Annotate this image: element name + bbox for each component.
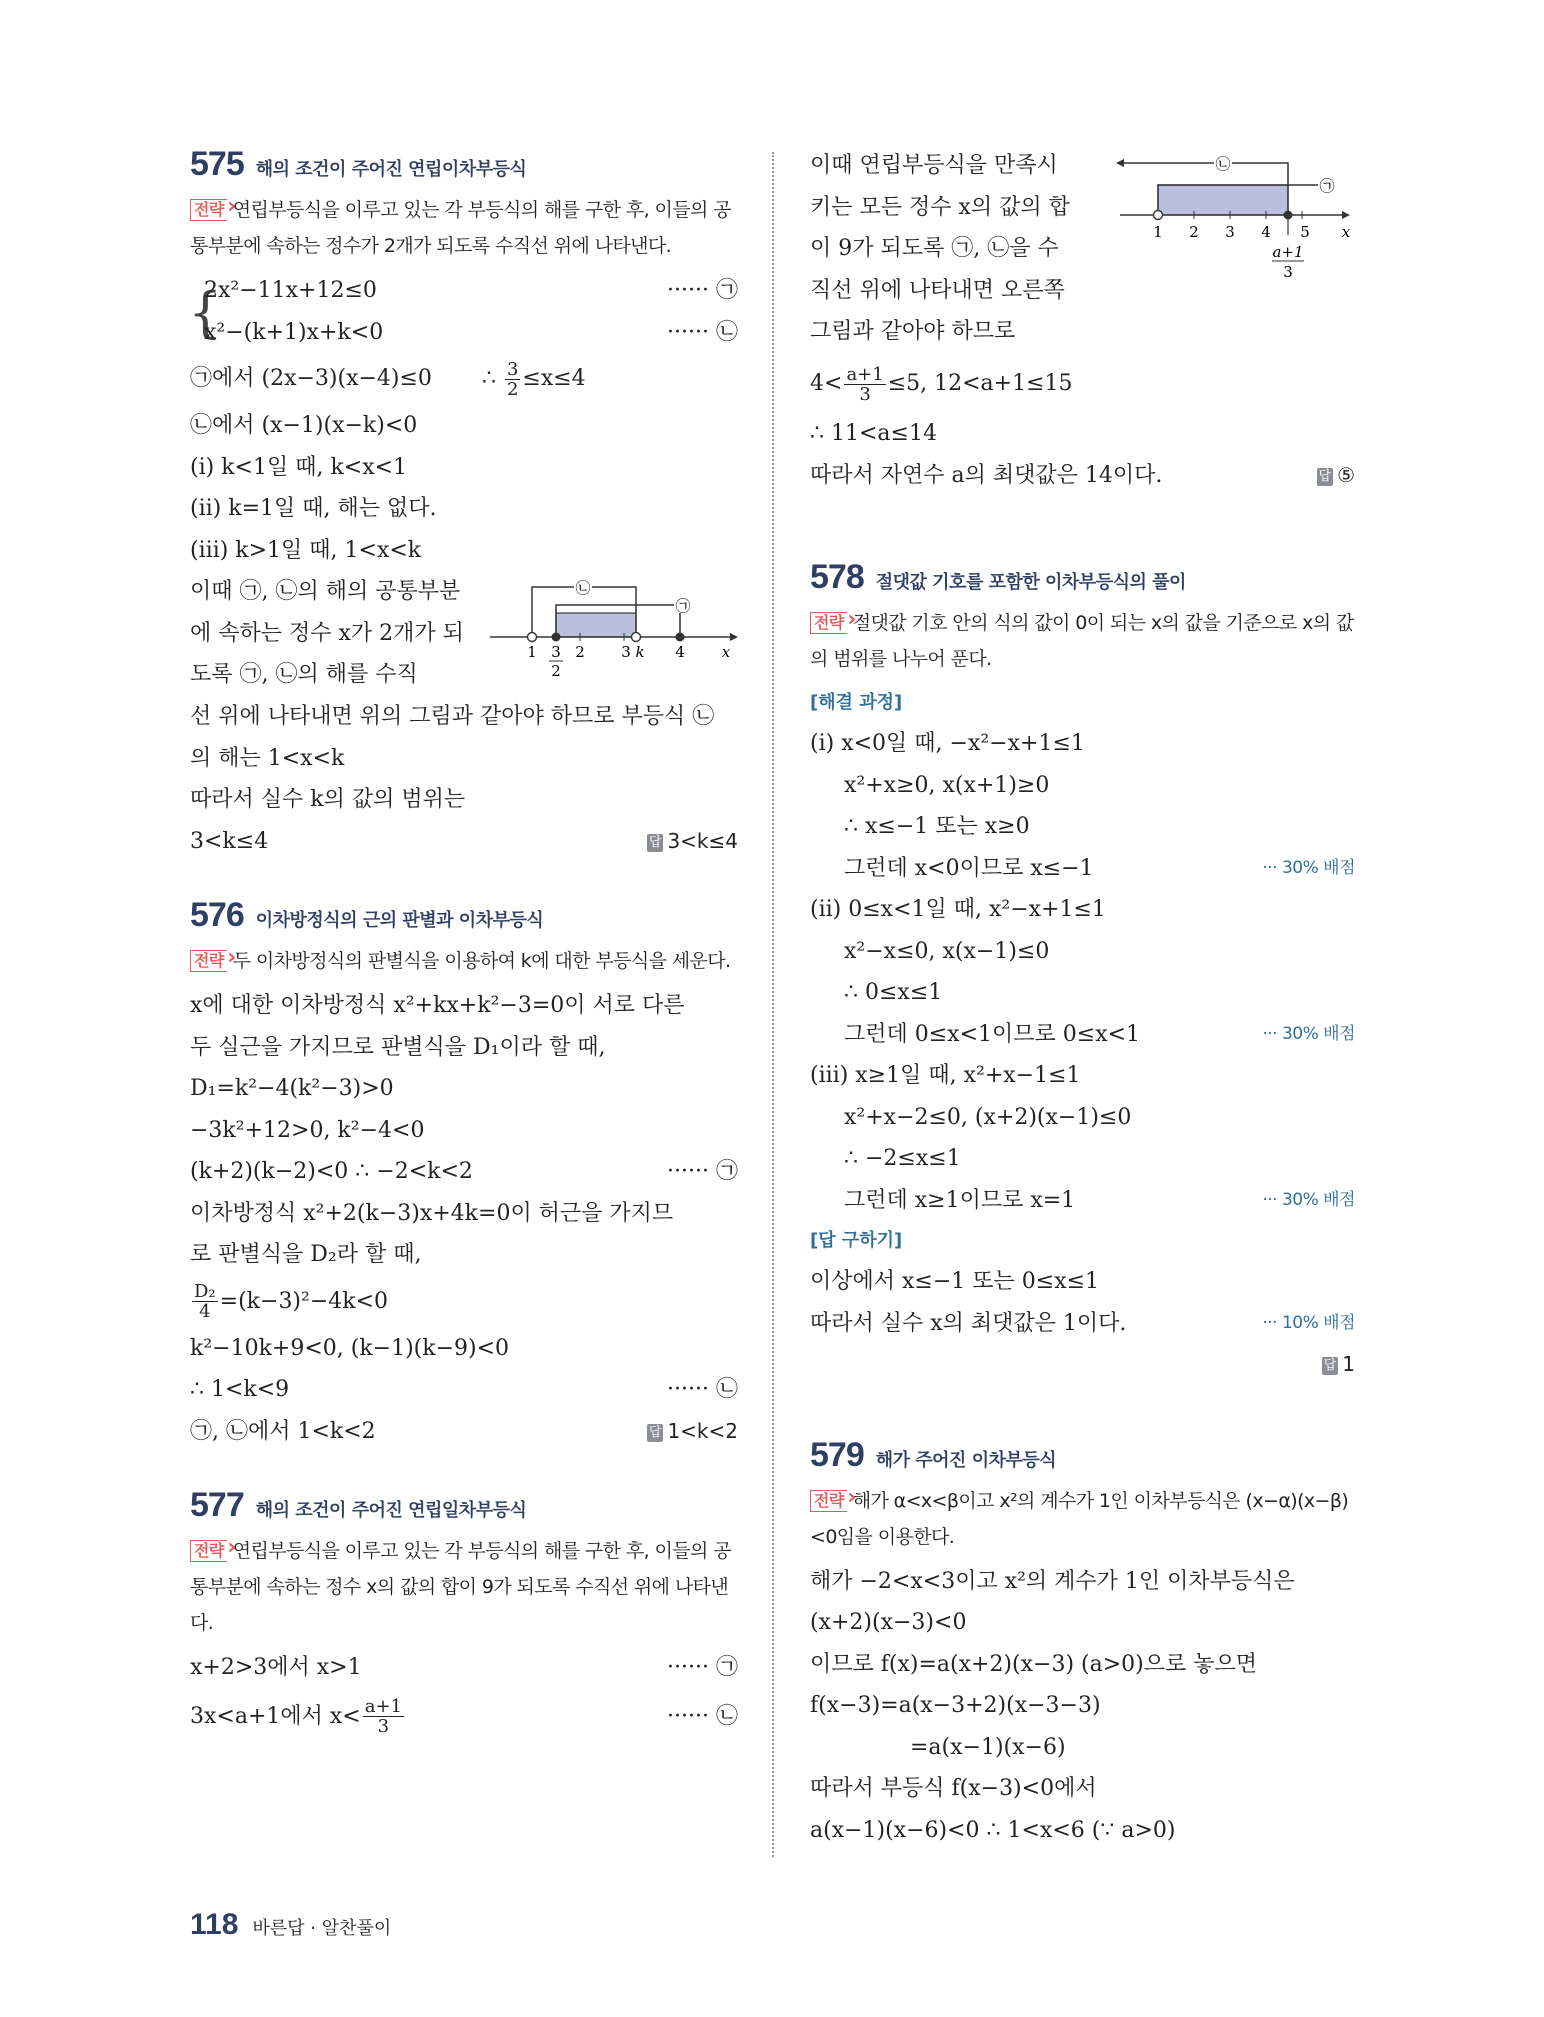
numerator: D₂ [194, 1281, 216, 1302]
solution-line: x²−x≤0, x(x−1)≤0 [844, 938, 1050, 964]
strategy-text [190, 1533, 738, 1641]
system-eq-1: 2x²−11x+12≤0 [204, 278, 377, 303]
solution-line: 이때 ㉠, ㉡의 해의 공통부분에 속하는 정수 x가 2개가 되도록 ㉠, ㉡의 해를 수직 [190, 579, 464, 687]
solution-line: ㉡에서 (x−1)(x−k)<0 [190, 413, 418, 438]
answer-badge: 답 [1318, 468, 1332, 484]
strategy-text [810, 1483, 1355, 1555]
problem-578 [810, 558, 1355, 1386]
tick-label: 3 [1283, 263, 1293, 281]
math-text: ㉠에서 (2x−3)(x−4)≤0 [190, 366, 432, 391]
solution-line [810, 455, 1355, 497]
problem-title: 해가 주어진 이차부등식 [875, 1449, 1057, 1471]
tick-label: 5 [1300, 223, 1310, 241]
math-text: ∴ 1<k<9 [190, 1377, 290, 1402]
score-note: ··· 30% 배점 [1262, 857, 1355, 878]
therefore-symbol: ∴ [481, 366, 496, 391]
section-heading: [해결 과정] [810, 692, 903, 713]
strategy-tag: 전략 › [190, 950, 227, 972]
denominator: 3 [859, 383, 871, 405]
tick-label: 1 [527, 643, 537, 661]
problem-number: 579 [810, 1435, 864, 1474]
score-note: ··· 10% 배점 [1262, 1312, 1355, 1333]
solution-line: x²+x−2≤0, (x+2)(x−1)≤0 [844, 1104, 1132, 1130]
strategy-text [190, 192, 738, 264]
solution-line: a(x−1)(x−6)<0 ∴ 1<x<6 (∵ a>0) [810, 1817, 1176, 1843]
problem-header [190, 896, 738, 935]
solution-line [190, 1411, 738, 1453]
tick-label: 4 [1261, 223, 1271, 241]
fraction [505, 360, 520, 399]
math-text: =(k−3)²−4k<0 [219, 1288, 389, 1314]
page-number: 118 [190, 1908, 239, 1941]
solution-line: 따라서 부등식 f(x−3)<0에서 [810, 1776, 1097, 1801]
solution-line: (ⅲ) x≥1일 때, x²+x−1≤1 [810, 1063, 1081, 1088]
problem-number: 575 [190, 145, 244, 183]
marker: ······ ㉡ [667, 1377, 738, 1402]
strategy-tag: 전략 › [810, 612, 847, 634]
closed-point [1284, 211, 1293, 220]
solution-line [190, 1369, 738, 1411]
marker: ······ ㉠ [667, 1655, 738, 1680]
label-circle-2: ㉡ [1215, 155, 1231, 173]
solution-line: 이차방정식 x²+2(k−3)x+4k=0이 허근을 가지므 [190, 1200, 674, 1226]
math-text: 3<k≤4 [190, 828, 269, 854]
problem-577-continued [810, 145, 1355, 496]
strategy-body: 연립부등식을 이루고 있는 각 부등식의 해를 구한 후, 이들의 공통부분에 속하는 정수 x의 값의 합이 9가 되도록 수직선 위에 나타낸다. [190, 1540, 731, 1634]
fraction [192, 1282, 218, 1321]
solution-line [190, 821, 738, 863]
number-line-figure [1110, 145, 1358, 295]
solution-line: (ⅰ) x<0일 때, −x²−x+1≤1 [810, 731, 1085, 756]
answer [1317, 455, 1356, 497]
solution-line: −3k²+12>0, k²−4<0 [190, 1117, 425, 1143]
numerator: 3 [506, 358, 519, 380]
strategy-tag: 전략 › [190, 199, 227, 221]
math-text: (k+2)(k−2)<0 ∴ −2<k<2 [190, 1159, 473, 1184]
problem-title: 해의 조건이 주어진 연립일차부등식 [255, 1500, 527, 1521]
answer-line [810, 1344, 1355, 1386]
solution-line: (ⅱ) k=1일 때, 해는 없다. [190, 496, 437, 521]
math-text: 그런데 x≥1이므로 x=1 [844, 1187, 1076, 1213]
solution-line [810, 1014, 1355, 1056]
tick-label: 4 [675, 643, 685, 661]
number-line-figure [490, 573, 740, 683]
solution-line [190, 1689, 738, 1745]
score-note: ··· 30% 배점 [1262, 1023, 1355, 1044]
answer-value: 1 [1342, 1352, 1355, 1376]
problem-header [810, 558, 1355, 597]
solution-line: ∴ 0≤x≤1 [844, 980, 943, 1005]
system-line-2 [204, 312, 738, 354]
problem-577 [190, 1486, 738, 1745]
solution-line [810, 1303, 1355, 1345]
text-with-figure [810, 145, 1355, 355]
solution-line: 의 해는 1<x<k [190, 745, 345, 771]
problem-title: 절댓값 기호를 포함한 이차부등식의 풀이 [875, 572, 1186, 593]
strategy-body: 절댓값 기호 안의 식의 값이 0이 되는 x의 값을 기준으로 x의 값의 범위를 나누어 푼다. [810, 612, 1354, 670]
math-text: 3x<a+1에서 x< [190, 1703, 361, 1729]
math-text: ≤x≤4 [522, 366, 586, 391]
book-title: 바른답 · 알찬풀이 [252, 1918, 392, 1939]
solution-line: 이므로 f(x)=a(x+2)(x−3) (a>0)으로 놓으면 [810, 1651, 1257, 1677]
problem-title: 해의 조건이 주어진 연립이차부등식 [255, 159, 527, 180]
answer-value: ⑤ [1337, 462, 1355, 487]
fraction [363, 1697, 404, 1736]
strategy-body: 해가 α<x<β이고 x²의 계수가 1인 이차부등식은 (x−α)(x−β)<0임을 이용한다. [810, 1489, 1349, 1548]
problem-575 [190, 145, 738, 862]
fraction [844, 365, 885, 404]
label-circle-1: ㉠ [675, 597, 691, 615]
solution-line: 이상에서 x≤−1 또는 0≤x≤1 [810, 1269, 1100, 1294]
solution-line: 이 9가 되도록 ㉠, ㉡을 수 [810, 236, 1059, 261]
text-with-figure [190, 571, 738, 696]
math-text: ㉠, ㉡에서 1<k<2 [190, 1418, 376, 1444]
problem-title: 이차방정식의 근의 판별과 이차부등식 [255, 910, 544, 931]
closed-point [552, 633, 561, 642]
strategy-text [810, 605, 1355, 677]
problem-header [190, 145, 738, 184]
axis-label: x [721, 643, 731, 661]
solution-line: x에 대한 이차방정식 x²+kx+k²−3=0이 서로 다른 [190, 993, 685, 1018]
denominator: 4 [199, 1301, 211, 1322]
tick-label: 2 [551, 662, 561, 680]
tick-label: 3 [1225, 223, 1235, 241]
strategy-body: 두 이차방정식의 판별식을 이용하여 k에 대한 부등식을 세운다. [232, 950, 731, 972]
solution-line [190, 1276, 738, 1328]
math-text: ≤5, 12<a+1≤15 [887, 371, 1073, 396]
solution-line: 선 위에 나타내면 위의 그림과 같아야 하므로 부등식 ㉡ [190, 704, 715, 729]
solution-line: (ⅲ) k>1일 때, 1<x<k [190, 537, 422, 563]
answer-badge: 답 [648, 1424, 662, 1440]
solution-line: 이때 연립부등식을 만족시 [810, 153, 1058, 178]
math-text: 따라서 실수 x의 최댓값은 1이다. [810, 1310, 1127, 1336]
problem-header [810, 1436, 1355, 1475]
math-text: 4< [810, 371, 843, 396]
numerator: a+1 [846, 363, 884, 385]
answer-badge: 답 [1323, 1358, 1337, 1373]
marker: ······ ㉡ [667, 1703, 738, 1729]
answer [647, 821, 738, 863]
math-text: x+2>3에서 x>1 [190, 1655, 362, 1680]
denominator: 2 [506, 378, 519, 400]
math-text: 따라서 자연수 a의 최댓값은 14이다. [810, 462, 1163, 488]
tick-label: a+1 [1272, 243, 1304, 261]
marker: ······ ㉠ [667, 278, 738, 303]
right-column [810, 145, 1355, 1885]
strategy-tag: 전략 › [190, 1540, 227, 1562]
brace-icon: { [188, 281, 223, 344]
solution-line: 직선 위에 나타내면 오른쪽 [810, 277, 1065, 303]
answer [1322, 1352, 1355, 1376]
math-text: 그런데 0≤x<1이므로 0≤x<1 [844, 1021, 1141, 1047]
tick-label: 3 [551, 643, 561, 661]
common-region [1158, 185, 1288, 215]
denominator: 3 [377, 1716, 390, 1737]
axis-label: x [1341, 223, 1351, 241]
solution-line [190, 353, 738, 405]
open-point [632, 633, 641, 642]
solution-line: ∴ x≤−1 또는 x≥0 [844, 814, 1030, 839]
page-footer [190, 1908, 391, 1942]
solution-line [190, 1647, 738, 1689]
column-divider [772, 152, 774, 1857]
problem-number: 578 [810, 558, 864, 596]
label-circle-2: ㉡ [575, 579, 591, 597]
solution-line: (ⅱ) 0≤x<1일 때, x²−x+1≤1 [810, 897, 1106, 922]
arrow-right-icon [1342, 211, 1350, 219]
solution-line [190, 1151, 738, 1193]
tick-label: 3 [621, 643, 631, 661]
solution-line: 따라서 실수 k의 값의 범위는 [190, 787, 466, 812]
left-column [190, 145, 738, 1779]
open-point [1154, 211, 1163, 220]
strategy-text [190, 943, 738, 979]
solution-line [810, 848, 1355, 890]
tick-label: 2 [575, 643, 585, 661]
solution-line: x²+x≥0, x(x+1)≥0 [844, 772, 1050, 798]
open-point [528, 633, 537, 642]
solution-line: D₁=k²−4(k²−3)>0 [190, 1076, 394, 1101]
problem-header [190, 1486, 738, 1525]
solution-line: ∴ 11<a≤14 [810, 421, 937, 446]
marker: ······ ㉠ [667, 1159, 738, 1184]
solution-line: (ⅰ) k<1일 때, k<x<1 [190, 454, 408, 480]
problem-579 [810, 1436, 1355, 1852]
closed-point [676, 633, 685, 642]
solution-line [810, 1180, 1355, 1222]
tick-label: 1 [1153, 223, 1163, 241]
solution-line: =a(x−1)(x−6) [910, 1734, 1066, 1760]
system-line-1 [204, 270, 738, 312]
tick-label: k [635, 643, 645, 661]
answer-value: 1<k<2 [667, 1418, 738, 1443]
arrow-right-icon [730, 633, 738, 641]
math-text: 그런데 x<0이므로 x≤−1 [844, 855, 1094, 881]
inequality-system [190, 270, 738, 353]
solution-line: 두 실근을 가지므로 판별식을 D₁이라 할 때, [190, 1034, 606, 1060]
numerator: a+1 [364, 1696, 402, 1717]
score-note: ··· 30% 배점 [1262, 1189, 1355, 1210]
problem-576 [190, 896, 738, 1452]
strategy-body: 연립부등식을 이루고 있는 각 부등식의 해를 구한 후, 이들의 공통부분에 속하는 정수가 2개가 되도록 수직선 위에 나타낸다. [190, 199, 731, 257]
label-circle-1: ㉠ [1319, 177, 1335, 195]
solution-line: ∴ −2≤x≤1 [844, 1146, 961, 1171]
solution-line: 그림과 같아야 하므로 [810, 319, 1016, 344]
solution-line: 해가 −2<x<3이고 x²의 계수가 1인 이차부등식은 [810, 1568, 1295, 1594]
solution-line: k²−10k+9<0, (k−1)(k−9)<0 [190, 1335, 510, 1361]
answer [647, 1411, 738, 1453]
strategy-tag: 전략 › [810, 1490, 847, 1512]
answer-value: 3<k≤4 [667, 828, 738, 853]
solution-line: 로 판별식을 D₂라 할 때, [190, 1242, 422, 1267]
arrow-left-icon [1116, 159, 1124, 167]
solution-line: 키는 모든 정수 x의 값의 합 [810, 194, 1070, 220]
solution-line: f(x−3)=a(x−3+2)(x−3−3) [810, 1693, 1101, 1718]
solution-line [810, 355, 1355, 413]
marker: ······ ㉡ [667, 319, 738, 345]
system-eq-2: x²−(k+1)x+k<0 [204, 319, 384, 345]
solution-line: (x+2)(x−3)<0 [810, 1610, 967, 1635]
section-heading: [답 구하기] [810, 1230, 903, 1251]
tick-label: 2 [1189, 223, 1199, 241]
answer-badge: 답 [648, 834, 662, 850]
problem-number: 576 [190, 896, 244, 934]
problem-number: 577 [190, 1486, 244, 1524]
